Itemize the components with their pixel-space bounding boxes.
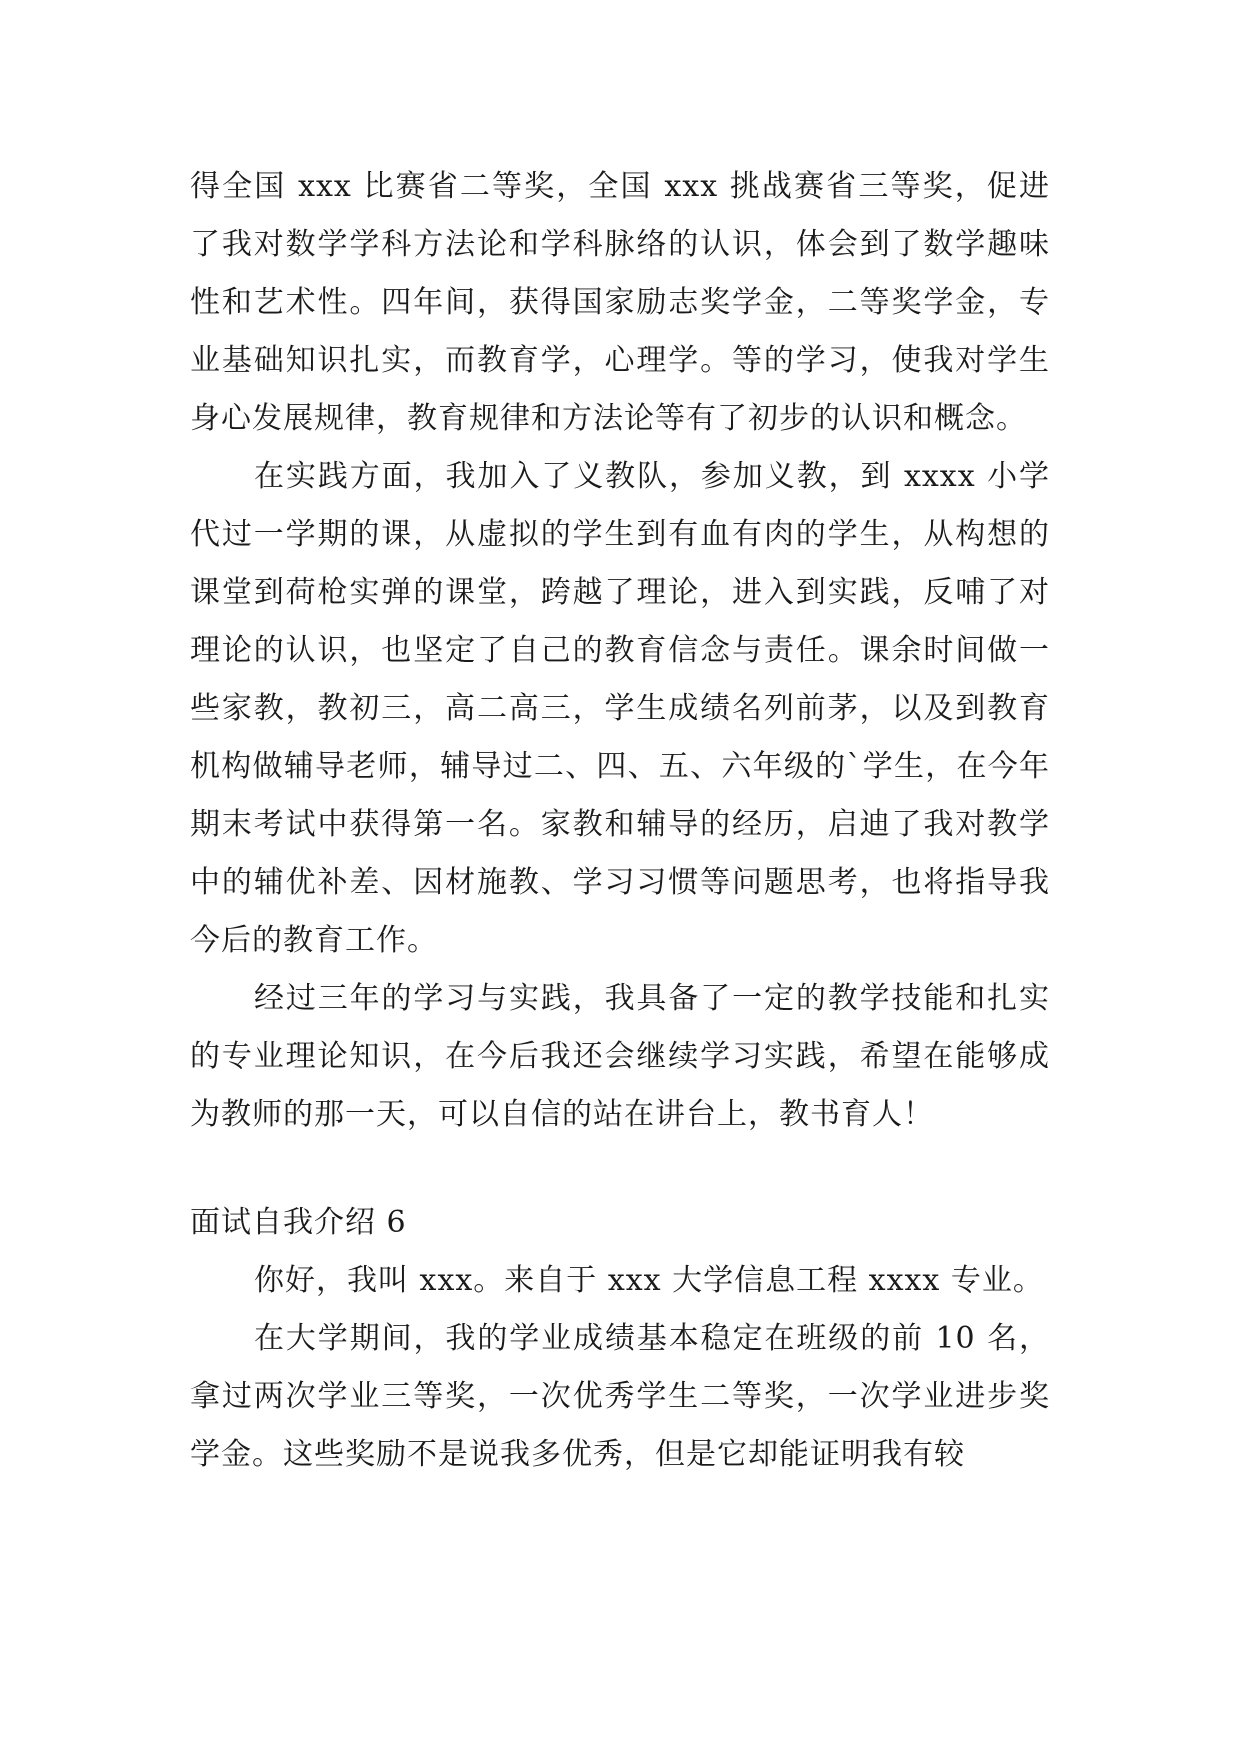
paragraph-practice: 在实践方面，我加入了义教队，参加义教，到 xxxx 小学代过一学期的课，从虚拟的学生到有血有肉的学生，从构想的课堂到荷枪实弹的课堂，跨越了理论，进入到实践，反哺了对理论的认识，也坚定了自己的教育信念与责任。课余时间做一些家教，教初三，高二高三，学生成绩名列前茅，以及到教育机构做辅导老师，辅导过二、四、五、六年级的`学生，在今年期末考试中获得第一名。家教和辅导的经历，启迪了我对教学中的辅优补差、因材施教、学习习惯等问题思考，也将指导我今后的教育工作。 <box>190 459 1050 958</box>
section-heading: 面试自我介绍 6 <box>190 1205 407 1240</box>
paragraph-conclusion: 经过三年的学习与实践，我具备了一定的教学技能和扎实的专业理论知识，在今后我还会继续学习实践，希望在能够成为教师的那一天，可以自信的站在讲台上，教书育人！ <box>190 981 1050 1132</box>
paragraph-awards: 得全国 xxx 比赛省二等奖，全国 xxx 挑战赛省三等奖，促进了我对数学学科方法论和学科脉络的认识，体会到了数学趣味性和艺术性。四年间，获得国家励志奖学金，二等奖学金，专业基础知识扎实，而教育学，心理学。等的学习，使我对学生身心发展规律，教育规律和方法论等有了初步的认识和概念。 <box>190 169 1050 436</box>
paragraph-academics: 在大学期间，我的学业成绩基本稳定在班级的前 10 名，拿过两次学业三等奖，一次优秀学生二等奖，一次学业进步奖学金。这些奖励不是说我多优秀，但是它却能证明我有较 <box>190 1321 1050 1472</box>
paragraph-greeting: 你好，我叫 xxx。来自于 xxx 大学信息工程 xxxx 专业。 <box>254 1263 1044 1298</box>
document-body <box>190 158 1050 1484</box>
